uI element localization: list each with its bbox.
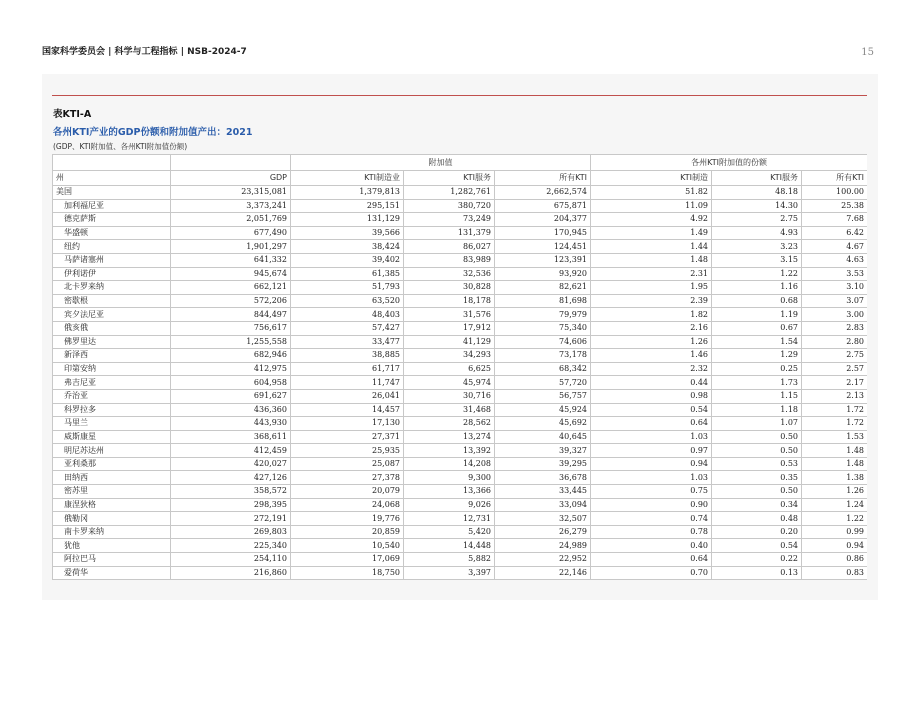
cell-state: 纽约: [53, 240, 171, 254]
cell-state: 康涅狄格: [53, 498, 171, 512]
cell-share-all: 25.38: [802, 199, 867, 213]
cell-all-kti: 73,178: [495, 349, 591, 363]
cell-share-all: 7.68: [802, 213, 867, 227]
cell-kti-mfg: 61,717: [291, 362, 404, 376]
col-header-kti-svc: KTI服务: [404, 171, 495, 186]
cell-share-mfg: 1.48: [591, 253, 712, 267]
cell-share-mfg: 0.90: [591, 498, 712, 512]
cell-gdp: 412,975: [171, 362, 291, 376]
cell-share-mfg: 1.44: [591, 240, 712, 254]
cell-gdp: 298,395: [171, 498, 291, 512]
cell-kti-mfg: 48,403: [291, 308, 404, 322]
table-row: [53, 240, 868, 254]
cell-kti-svc: 73,249: [404, 213, 495, 227]
cell-share-svc: 0.54: [712, 539, 802, 553]
cell-kti-svc: 5,882: [404, 553, 495, 567]
cell-all-kti: 26,279: [495, 525, 591, 539]
cell-all-kti: 170,945: [495, 226, 591, 240]
cell-all-kti: 57,720: [495, 376, 591, 390]
cell-state: 阿拉巴马: [53, 553, 171, 567]
table-row: [53, 294, 868, 308]
cell-kti-mfg: 19,776: [291, 512, 404, 526]
table-row: [53, 213, 868, 227]
col-header-share-mfg: KTI制造: [591, 171, 712, 186]
table-row: [53, 253, 868, 267]
table-title: 各州KTI产业的GDP份额和附加值产出：2021: [53, 127, 253, 138]
cell-state: 科罗拉多: [53, 403, 171, 417]
table-row: [53, 308, 868, 322]
cell-share-mfg: 2.32: [591, 362, 712, 376]
cell-gdp: 254,110: [171, 553, 291, 567]
cell-share-mfg: 0.44: [591, 376, 712, 390]
cell-kti-mfg: 33,477: [291, 335, 404, 349]
table-row: [53, 226, 868, 240]
cell-all-kti: 33,445: [495, 485, 591, 499]
cell-all-kti: 40,645: [495, 430, 591, 444]
table-row: [53, 335, 868, 349]
cell-kti-mfg: 39,402: [291, 253, 404, 267]
cell-kti-svc: 13,366: [404, 485, 495, 499]
group-header-value-added: 附加值: [291, 155, 591, 171]
cell-share-all: 1.26: [802, 485, 867, 499]
cell-share-svc: 0.68: [712, 294, 802, 308]
cell-kti-mfg: 57,427: [291, 321, 404, 335]
cell-share-mfg: 2.16: [591, 321, 712, 335]
cell-kti-svc: 14,208: [404, 457, 495, 471]
cell-share-mfg: 0.64: [591, 417, 712, 431]
cell-kti-mfg: 51,793: [291, 281, 404, 295]
cell-state: 南卡罗来纳: [53, 525, 171, 539]
table-id: 表KTI-A: [53, 109, 92, 120]
data-table: [52, 154, 867, 580]
cell-share-svc: 0.35: [712, 471, 802, 485]
cell-all-kti: 22,146: [495, 566, 591, 580]
cell-gdp: 1,255,558: [171, 335, 291, 349]
cell-kti-mfg: 25,935: [291, 444, 404, 458]
cell-share-mfg: 0.54: [591, 403, 712, 417]
cell-state: 田纳西: [53, 471, 171, 485]
cell-share-svc: 1.19: [712, 308, 802, 322]
cell-share-all: 4.63: [802, 253, 867, 267]
cell-share-svc: 0.50: [712, 430, 802, 444]
blank-header-cell: [171, 155, 291, 171]
cell-kti-svc: 28,562: [404, 417, 495, 431]
cell-share-mfg: 1.03: [591, 430, 712, 444]
cell-gdp: 412,459: [171, 444, 291, 458]
cell-kti-mfg: 17,069: [291, 553, 404, 567]
table-row: [53, 417, 868, 431]
cell-all-kti: 24,989: [495, 539, 591, 553]
cell-kti-mfg: 38,885: [291, 349, 404, 363]
cell-share-svc: 3.15: [712, 253, 802, 267]
cell-kti-svc: 32,536: [404, 267, 495, 281]
cell-state: 马里兰: [53, 417, 171, 431]
cell-state: 美国: [53, 186, 171, 200]
cell-share-all: 3.53: [802, 267, 867, 281]
cell-share-svc: 0.50: [712, 444, 802, 458]
cell-all-kti: 82,621: [495, 281, 591, 295]
table-row: [53, 512, 868, 526]
cell-share-all: 0.86: [802, 553, 867, 567]
cell-gdp: 427,126: [171, 471, 291, 485]
cell-kti-svc: 131,379: [404, 226, 495, 240]
cell-kti-mfg: 20,079: [291, 485, 404, 499]
blank-header-cell: [53, 155, 171, 171]
cell-share-mfg: 0.98: [591, 389, 712, 403]
cell-gdp: 604,958: [171, 376, 291, 390]
table-row: [53, 186, 868, 200]
table-row: [53, 485, 868, 499]
cell-share-all: 6.42: [802, 226, 867, 240]
table-row: [53, 389, 868, 403]
cell-gdp: 662,121: [171, 281, 291, 295]
cell-kti-mfg: 38,424: [291, 240, 404, 254]
cell-share-all: 2.17: [802, 376, 867, 390]
cell-kti-svc: 86,027: [404, 240, 495, 254]
cell-share-all: 2.83: [802, 321, 867, 335]
cell-share-svc: 1.07: [712, 417, 802, 431]
table-row: [53, 281, 868, 295]
cell-share-all: 1.53: [802, 430, 867, 444]
cell-all-kti: 39,295: [495, 457, 591, 471]
cell-share-svc: 0.22: [712, 553, 802, 567]
cell-kti-svc: 13,392: [404, 444, 495, 458]
cell-state: 爱荷华: [53, 566, 171, 580]
cell-share-mfg: 0.94: [591, 457, 712, 471]
cell-state: 威斯康星: [53, 430, 171, 444]
cell-share-mfg: 0.74: [591, 512, 712, 526]
table-row: [53, 321, 868, 335]
cell-gdp: 756,617: [171, 321, 291, 335]
cell-kti-svc: 31,468: [404, 403, 495, 417]
cell-share-all: 3.07: [802, 294, 867, 308]
cell-all-kti: 39,327: [495, 444, 591, 458]
cell-kti-mfg: 27,378: [291, 471, 404, 485]
cell-kti-svc: 6,625: [404, 362, 495, 376]
cell-share-svc: 0.53: [712, 457, 802, 471]
cell-state: 佛罗里达: [53, 335, 171, 349]
cell-state: 亚利桑那: [53, 457, 171, 471]
cell-gdp: 691,627: [171, 389, 291, 403]
cell-all-kti: 74,606: [495, 335, 591, 349]
table-row: [53, 553, 868, 567]
cell-share-all: 100.00: [802, 186, 867, 200]
cell-share-mfg: 1.49: [591, 226, 712, 240]
cell-kti-mfg: 10,540: [291, 539, 404, 553]
cell-kti-mfg: 24,068: [291, 498, 404, 512]
cell-share-svc: 1.54: [712, 335, 802, 349]
cell-kti-mfg: 39,566: [291, 226, 404, 240]
page-number: 15: [861, 47, 874, 58]
cell-share-all: 3.00: [802, 308, 867, 322]
cell-kti-svc: 9,026: [404, 498, 495, 512]
table-row: [53, 430, 868, 444]
cell-share-mfg: 4.92: [591, 213, 712, 227]
cell-share-mfg: 2.39: [591, 294, 712, 308]
cell-kti-mfg: 63,520: [291, 294, 404, 308]
table-row: [53, 376, 868, 390]
cell-gdp: 272,191: [171, 512, 291, 526]
cell-kti-mfg: 17,130: [291, 417, 404, 431]
cell-state: 弗吉尼亚: [53, 376, 171, 390]
cell-share-all: 1.22: [802, 512, 867, 526]
cell-state: 俄亥俄: [53, 321, 171, 335]
cell-all-kti: 123,391: [495, 253, 591, 267]
cell-share-mfg: 1.26: [591, 335, 712, 349]
cell-share-svc: 1.16: [712, 281, 802, 295]
cell-share-all: 1.72: [802, 403, 867, 417]
cell-state: 俄勒冈: [53, 512, 171, 526]
cell-share-svc: 0.25: [712, 362, 802, 376]
cell-share-svc: 1.73: [712, 376, 802, 390]
col-header-share-all: 所有KTI: [802, 171, 867, 186]
cell-all-kti: 45,692: [495, 417, 591, 431]
table-row: [53, 362, 868, 376]
cell-gdp: 2,051,769: [171, 213, 291, 227]
cell-share-all: 2.57: [802, 362, 867, 376]
cell-gdp: 3,373,241: [171, 199, 291, 213]
cell-share-all: 1.38: [802, 471, 867, 485]
cell-state: 华盛顿: [53, 226, 171, 240]
cell-share-mfg: 0.64: [591, 553, 712, 567]
cell-gdp: 677,490: [171, 226, 291, 240]
cell-all-kti: 93,920: [495, 267, 591, 281]
cell-kti-svc: 380,720: [404, 199, 495, 213]
cell-share-svc: 0.13: [712, 566, 802, 580]
cell-share-mfg: 51.82: [591, 186, 712, 200]
cell-share-all: 2.80: [802, 335, 867, 349]
cell-kti-svc: 17,912: [404, 321, 495, 335]
cell-all-kti: 33,094: [495, 498, 591, 512]
cell-share-all: 1.72: [802, 417, 867, 431]
table-row: [53, 566, 868, 580]
cell-share-svc: 48.18: [712, 186, 802, 200]
cell-share-svc: 0.48: [712, 512, 802, 526]
cell-all-kti: 675,871: [495, 199, 591, 213]
cell-state: 北卡罗来纳: [53, 281, 171, 295]
cell-kti-svc: 31,576: [404, 308, 495, 322]
cell-share-mfg: 0.70: [591, 566, 712, 580]
cell-gdp: 844,497: [171, 308, 291, 322]
cell-share-all: 0.94: [802, 539, 867, 553]
cell-kti-svc: 30,716: [404, 389, 495, 403]
cell-kti-mfg: 25,087: [291, 457, 404, 471]
cell-kti-svc: 45,974: [404, 376, 495, 390]
col-header-all-kti: 所有KTI: [495, 171, 591, 186]
cell-kti-svc: 12,731: [404, 512, 495, 526]
cell-gdp: 23,315,081: [171, 186, 291, 200]
cell-gdp: 225,340: [171, 539, 291, 553]
column-header-row: [53, 171, 868, 186]
cell-all-kti: 75,340: [495, 321, 591, 335]
cell-gdp: 358,572: [171, 485, 291, 499]
cell-kti-svc: 14,448: [404, 539, 495, 553]
cell-state: 新泽西: [53, 349, 171, 363]
cell-all-kti: 32,507: [495, 512, 591, 526]
cell-state: 明尼苏达州: [53, 444, 171, 458]
cell-state: 印第安纳: [53, 362, 171, 376]
cell-gdp: 420,027: [171, 457, 291, 471]
cell-share-svc: 0.34: [712, 498, 802, 512]
cell-share-all: 1.48: [802, 457, 867, 471]
cell-share-mfg: 0.40: [591, 539, 712, 553]
cell-kti-mfg: 27,371: [291, 430, 404, 444]
cell-share-all: 3.10: [802, 281, 867, 295]
cell-kti-svc: 30,828: [404, 281, 495, 295]
cell-all-kti: 79,979: [495, 308, 591, 322]
table-note: (GDP、KTI附加值、各州KTI附加值份额): [53, 142, 188, 151]
cell-share-all: 1.48: [802, 444, 867, 458]
cell-share-svc: 3.23: [712, 240, 802, 254]
cell-state: 犹他: [53, 539, 171, 553]
cell-share-svc: 1.29: [712, 349, 802, 363]
col-header-state: 州: [53, 171, 171, 186]
group-header-row: [53, 155, 868, 171]
cell-share-svc: 1.22: [712, 267, 802, 281]
group-header-share: 各州KTI附加值的份额: [591, 155, 867, 171]
cell-kti-svc: 13,274: [404, 430, 495, 444]
table-row: [53, 444, 868, 458]
cell-gdp: 436,360: [171, 403, 291, 417]
table-row: [53, 498, 868, 512]
cell-kti-svc: 3,397: [404, 566, 495, 580]
cell-kti-svc: 1,282,761: [404, 186, 495, 200]
cell-all-kti: 36,678: [495, 471, 591, 485]
cell-gdp: 269,803: [171, 525, 291, 539]
cell-state: 密歇根: [53, 294, 171, 308]
cell-share-svc: 1.18: [712, 403, 802, 417]
cell-share-svc: 2.75: [712, 213, 802, 227]
cell-all-kti: 124,451: [495, 240, 591, 254]
table-row: [53, 457, 868, 471]
table-row: [53, 539, 868, 553]
cell-gdp: 945,674: [171, 267, 291, 281]
cell-state: 宾夕法尼亚: [53, 308, 171, 322]
cell-share-mfg: 1.82: [591, 308, 712, 322]
cell-share-mfg: 1.03: [591, 471, 712, 485]
cell-kti-svc: 9,300: [404, 471, 495, 485]
cell-share-all: 0.99: [802, 525, 867, 539]
table-row: [53, 199, 868, 213]
table-row: [53, 471, 868, 485]
cell-state: 伊利诺伊: [53, 267, 171, 281]
cell-all-kti: 2,662,574: [495, 186, 591, 200]
cell-share-svc: 0.50: [712, 485, 802, 499]
cell-kti-mfg: 26,041: [291, 389, 404, 403]
cell-kti-mfg: 1,379,813: [291, 186, 404, 200]
cell-gdp: 682,946: [171, 349, 291, 363]
cell-share-mfg: 0.97: [591, 444, 712, 458]
cell-kti-mfg: 131,129: [291, 213, 404, 227]
cell-gdp: 641,332: [171, 253, 291, 267]
cell-kti-svc: 41,129: [404, 335, 495, 349]
table-body: [53, 186, 868, 580]
cell-kti-mfg: 61,385: [291, 267, 404, 281]
col-header-share-svc: KTI服务: [712, 171, 802, 186]
cell-share-svc: 0.67: [712, 321, 802, 335]
cell-share-all: 2.13: [802, 389, 867, 403]
cell-kti-mfg: 14,457: [291, 403, 404, 417]
col-header-gdp: GDP: [171, 171, 291, 186]
cell-kti-svc: 83,989: [404, 253, 495, 267]
cell-share-all: 0.83: [802, 566, 867, 580]
col-header-kti-mfg: KTI制造业: [291, 171, 404, 186]
table-row: [53, 349, 868, 363]
cell-share-mfg: 11.09: [591, 199, 712, 213]
cell-share-svc: 14.30: [712, 199, 802, 213]
cell-gdp: 368,611: [171, 430, 291, 444]
cell-state: 密苏里: [53, 485, 171, 499]
table-row: [53, 525, 868, 539]
cell-state: 马萨诸塞州: [53, 253, 171, 267]
cell-share-all: 2.75: [802, 349, 867, 363]
cell-kti-mfg: 18,750: [291, 566, 404, 580]
cell-kti-svc: 34,293: [404, 349, 495, 363]
cell-kti-svc: 5,420: [404, 525, 495, 539]
cell-state: 乔治亚: [53, 389, 171, 403]
table-row: [53, 403, 868, 417]
cell-share-svc: 0.20: [712, 525, 802, 539]
cell-kti-mfg: 20,859: [291, 525, 404, 539]
cell-gdp: 443,930: [171, 417, 291, 431]
table-row: [53, 267, 868, 281]
title-rule: [52, 95, 867, 96]
cell-kti-mfg: 295,151: [291, 199, 404, 213]
cell-all-kti: 22,952: [495, 553, 591, 567]
cell-state: 加利福尼亚: [53, 199, 171, 213]
cell-share-svc: 1.15: [712, 389, 802, 403]
cell-share-svc: 4.93: [712, 226, 802, 240]
cell-all-kti: 204,377: [495, 213, 591, 227]
cell-all-kti: 81,698: [495, 294, 591, 308]
cell-all-kti: 45,924: [495, 403, 591, 417]
cell-share-mfg: 2.31: [591, 267, 712, 281]
cell-state: 德克萨斯: [53, 213, 171, 227]
cell-share-all: 4.67: [802, 240, 867, 254]
cell-kti-svc: 18,178: [404, 294, 495, 308]
cell-share-all: 1.24: [802, 498, 867, 512]
cell-kti-mfg: 11,747: [291, 376, 404, 390]
cell-share-mfg: 0.78: [591, 525, 712, 539]
cell-all-kti: 68,342: [495, 362, 591, 376]
cell-share-mfg: 0.75: [591, 485, 712, 499]
cell-gdp: 572,206: [171, 294, 291, 308]
cell-all-kti: 56,757: [495, 389, 591, 403]
cell-share-mfg: 1.46: [591, 349, 712, 363]
running-header: 国家科学委员会 | 科学与工程指标 | NSB-2024-7: [42, 47, 247, 57]
cell-share-mfg: 1.95: [591, 281, 712, 295]
table-scroll-area[interactable]: [52, 154, 867, 599]
cell-gdp: 216,860: [171, 566, 291, 580]
cell-gdp: 1,901,297: [171, 240, 291, 254]
